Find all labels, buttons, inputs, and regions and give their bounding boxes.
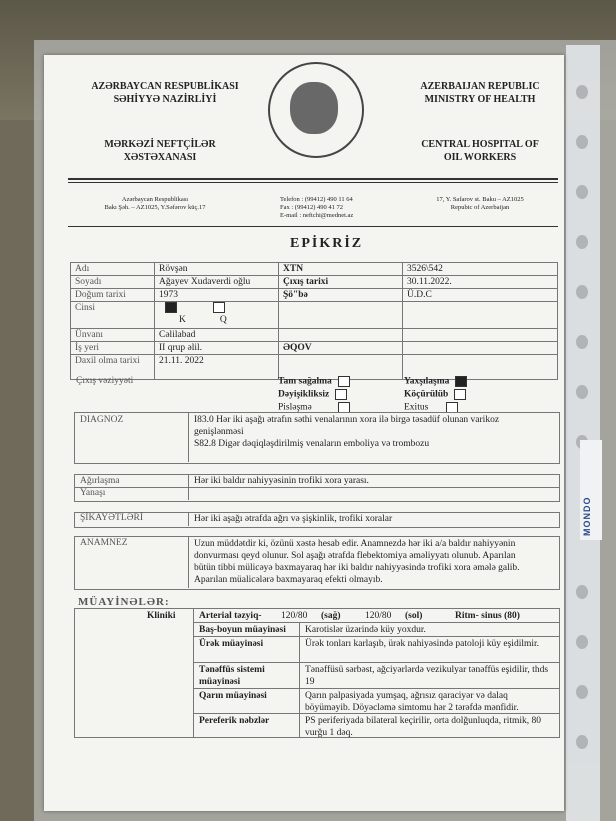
heart-value: Ürək tonları karlaşıb, ürək nahiyəsində patoloji küy eşidilmir.	[305, 639, 540, 649]
address-az: Azərbaycan Respublikası Bakı Şəh. – AZ1025, Y.Səfərov küç.17	[104, 196, 206, 211]
dept-value: Ü.D.C	[403, 289, 558, 302]
head-neck-label: Baş-boyun müayinəsi	[199, 625, 286, 635]
name-value: Rövşən	[155, 263, 279, 276]
header-rule	[68, 178, 558, 180]
heart-label: Ürək müayinəsi	[199, 639, 264, 649]
work-label: İş yeri	[71, 342, 155, 355]
bp-left-label: (sol)	[405, 611, 423, 621]
complaints-label: ŞİKAYƏTLƏRİ	[80, 513, 143, 523]
binder-strip	[566, 45, 600, 821]
xtn-label: XTN	[279, 263, 403, 276]
complication-label: Ağırlaşma	[80, 476, 120, 486]
ministry-en: AZERBAIJAN REPUBLIC MINISTRY OF HEALTH	[420, 81, 540, 105]
diagnosis-text: I83.0 Hər iki aşağı ətrafın səthi venalarının xora ilə birgə təsadüf olunan varikoz genişlənməsi S82.8 Digər dəqiqləşdirilmiş venaların emboliya və trombozu	[194, 415, 500, 449]
anamnesis-text: Uzun müddətdir ki, özünü xəstə hesab edir. Anamnezdə hər iki a/a baldır nahiyyənin donvurması qeyd olunur. Sol aşağı ətrafda flebektomiya əməliyyatı olunub. Aparılan bütün tibbi mülicəyə baxmayaraq hər iki baldır nahiyyəsində trofiki xora əmələ galib. Aparılan müalicələrə baxmayaraq efekti olmayıb.	[194, 539, 520, 585]
discharge-value: 30.11.2022.	[403, 276, 558, 289]
outcome-label: Çıxış vəziyyəti	[76, 376, 134, 386]
checkbox-unchanged	[335, 389, 347, 400]
bp-right-label: (sağ)	[321, 611, 341, 621]
concomitant-label: Yanaşı	[80, 488, 106, 498]
exams-heading: MÜAYİNƏLƏR:	[78, 596, 170, 608]
address-label: Ünvanı	[71, 329, 155, 342]
complaints-value: Hər iki aşağı ətrafda ağrı və şişkinlik, trofiki xoralar	[194, 514, 393, 524]
contact-rule	[68, 226, 558, 227]
respiratory-label: Tənəffüs sistemi müayinəsi	[199, 665, 265, 687]
sex-label: Cinsi	[71, 302, 155, 329]
outcome-opt1: Tam sağalma	[278, 376, 350, 387]
abdomen-value: Qarın palpasiyada yumşaq, ağrısız qaraciyər və dalaq böyüməyib. Döyəcləmə simtomu hər 2 tərəfdə mənfidir.	[305, 691, 519, 713]
dept-label: Şö"bə	[279, 289, 403, 302]
surname-label: Soyadı	[71, 276, 155, 289]
checkbox-transferred	[454, 389, 466, 400]
header-rule-thin	[68, 182, 558, 183]
respiratory-value: Tənəffüsü sərbəst, ağciyərlərdə vezikulyar tənəffüs eşidilir, thds 19	[305, 665, 549, 687]
exams-table	[74, 608, 560, 738]
hospital-seal-logo	[268, 62, 364, 158]
contacts: Telefon : (99412) 490 11 64 Fax : (99412) 490 41 72 E-mail : neftchi@mednet.az	[280, 196, 354, 219]
surname-value: Ağayev Xudaverdi oğlu	[155, 276, 279, 289]
diagnosis-label: DIAGNOZ	[80, 415, 124, 425]
hospital-en: CENTRAL HOSPITAL OF OIL WORKERS	[421, 139, 539, 163]
dob-value: 1973	[155, 289, 279, 302]
rhythm-value: Ritm- sinus (80)	[455, 611, 520, 621]
outcome-opt4: Köçürülüb	[404, 389, 466, 400]
sex-options	[155, 302, 279, 329]
dob-label: Doğum tarixi	[71, 289, 155, 302]
address-value: Cəlilabad	[155, 329, 279, 342]
work-value: II qrup əlil.	[155, 342, 279, 355]
pulse-value: PS periferiyada bilateral keçirilir, orta dolğunluqda, ritmik, 80 vurğu 1 dəq.	[305, 716, 541, 738]
checkbox-full-recovery	[338, 376, 350, 387]
bp-right-value: 120/80	[281, 611, 308, 621]
discharge-label: Çıxış tarixi	[279, 276, 403, 289]
admit-label: Daxil olma tarixi	[71, 355, 155, 380]
admit-value: 21.11. 2022	[155, 355, 279, 380]
outcome-opt3: Dəyişikliksiz	[278, 389, 347, 400]
sleeve-sticker: MONDO	[580, 440, 602, 540]
bp-left-value: 120/80	[365, 611, 392, 621]
outcome-opt6: Exitus	[404, 402, 458, 413]
outcome-opt2: Yaxşılaşma	[404, 376, 467, 387]
pulse-label: Pereferik nəbzlər	[199, 716, 270, 726]
sex-q-label: Q	[219, 315, 227, 325]
checkbox-q	[213, 302, 225, 313]
patient-info-table	[70, 262, 558, 380]
work-extra: ƏQOV	[279, 342, 403, 355]
complication-value: Hər iki baldır nahiyyəsinin trofiki xora yarası.	[194, 476, 369, 486]
clinical-label: Kliniki	[147, 611, 176, 621]
sex-k-label: K	[179, 315, 186, 325]
ministry-az: AZƏRBAYCAN RESPUBLİKASI SƏHİYYƏ NAZİRLİYİ	[91, 81, 239, 105]
document-title: EPİKRİZ	[290, 236, 364, 251]
address-en: 17, Y. Safarov st. Baku – AZ1025 Repubic of Azerbaijan	[436, 196, 524, 211]
anamnesis-label: ANAMNEZ	[80, 538, 128, 548]
checkbox-improved	[455, 376, 467, 387]
name-label: Adı	[71, 263, 155, 276]
bp-label: Arterial təzyiq-	[199, 611, 262, 621]
abdomen-label: Qarın müayinəsi	[199, 691, 267, 701]
xtn-value: 3526\542	[403, 263, 558, 276]
hospital-az: MƏRKƏZİ NEFTÇİLƏR XƏSTƏXANASI	[104, 139, 216, 163]
outcome-opt5: Pisləşmə	[278, 402, 350, 413]
checkbox-k	[165, 302, 177, 313]
head-neck-value: Karotislər üzərində küy yoxdur.	[305, 625, 426, 635]
